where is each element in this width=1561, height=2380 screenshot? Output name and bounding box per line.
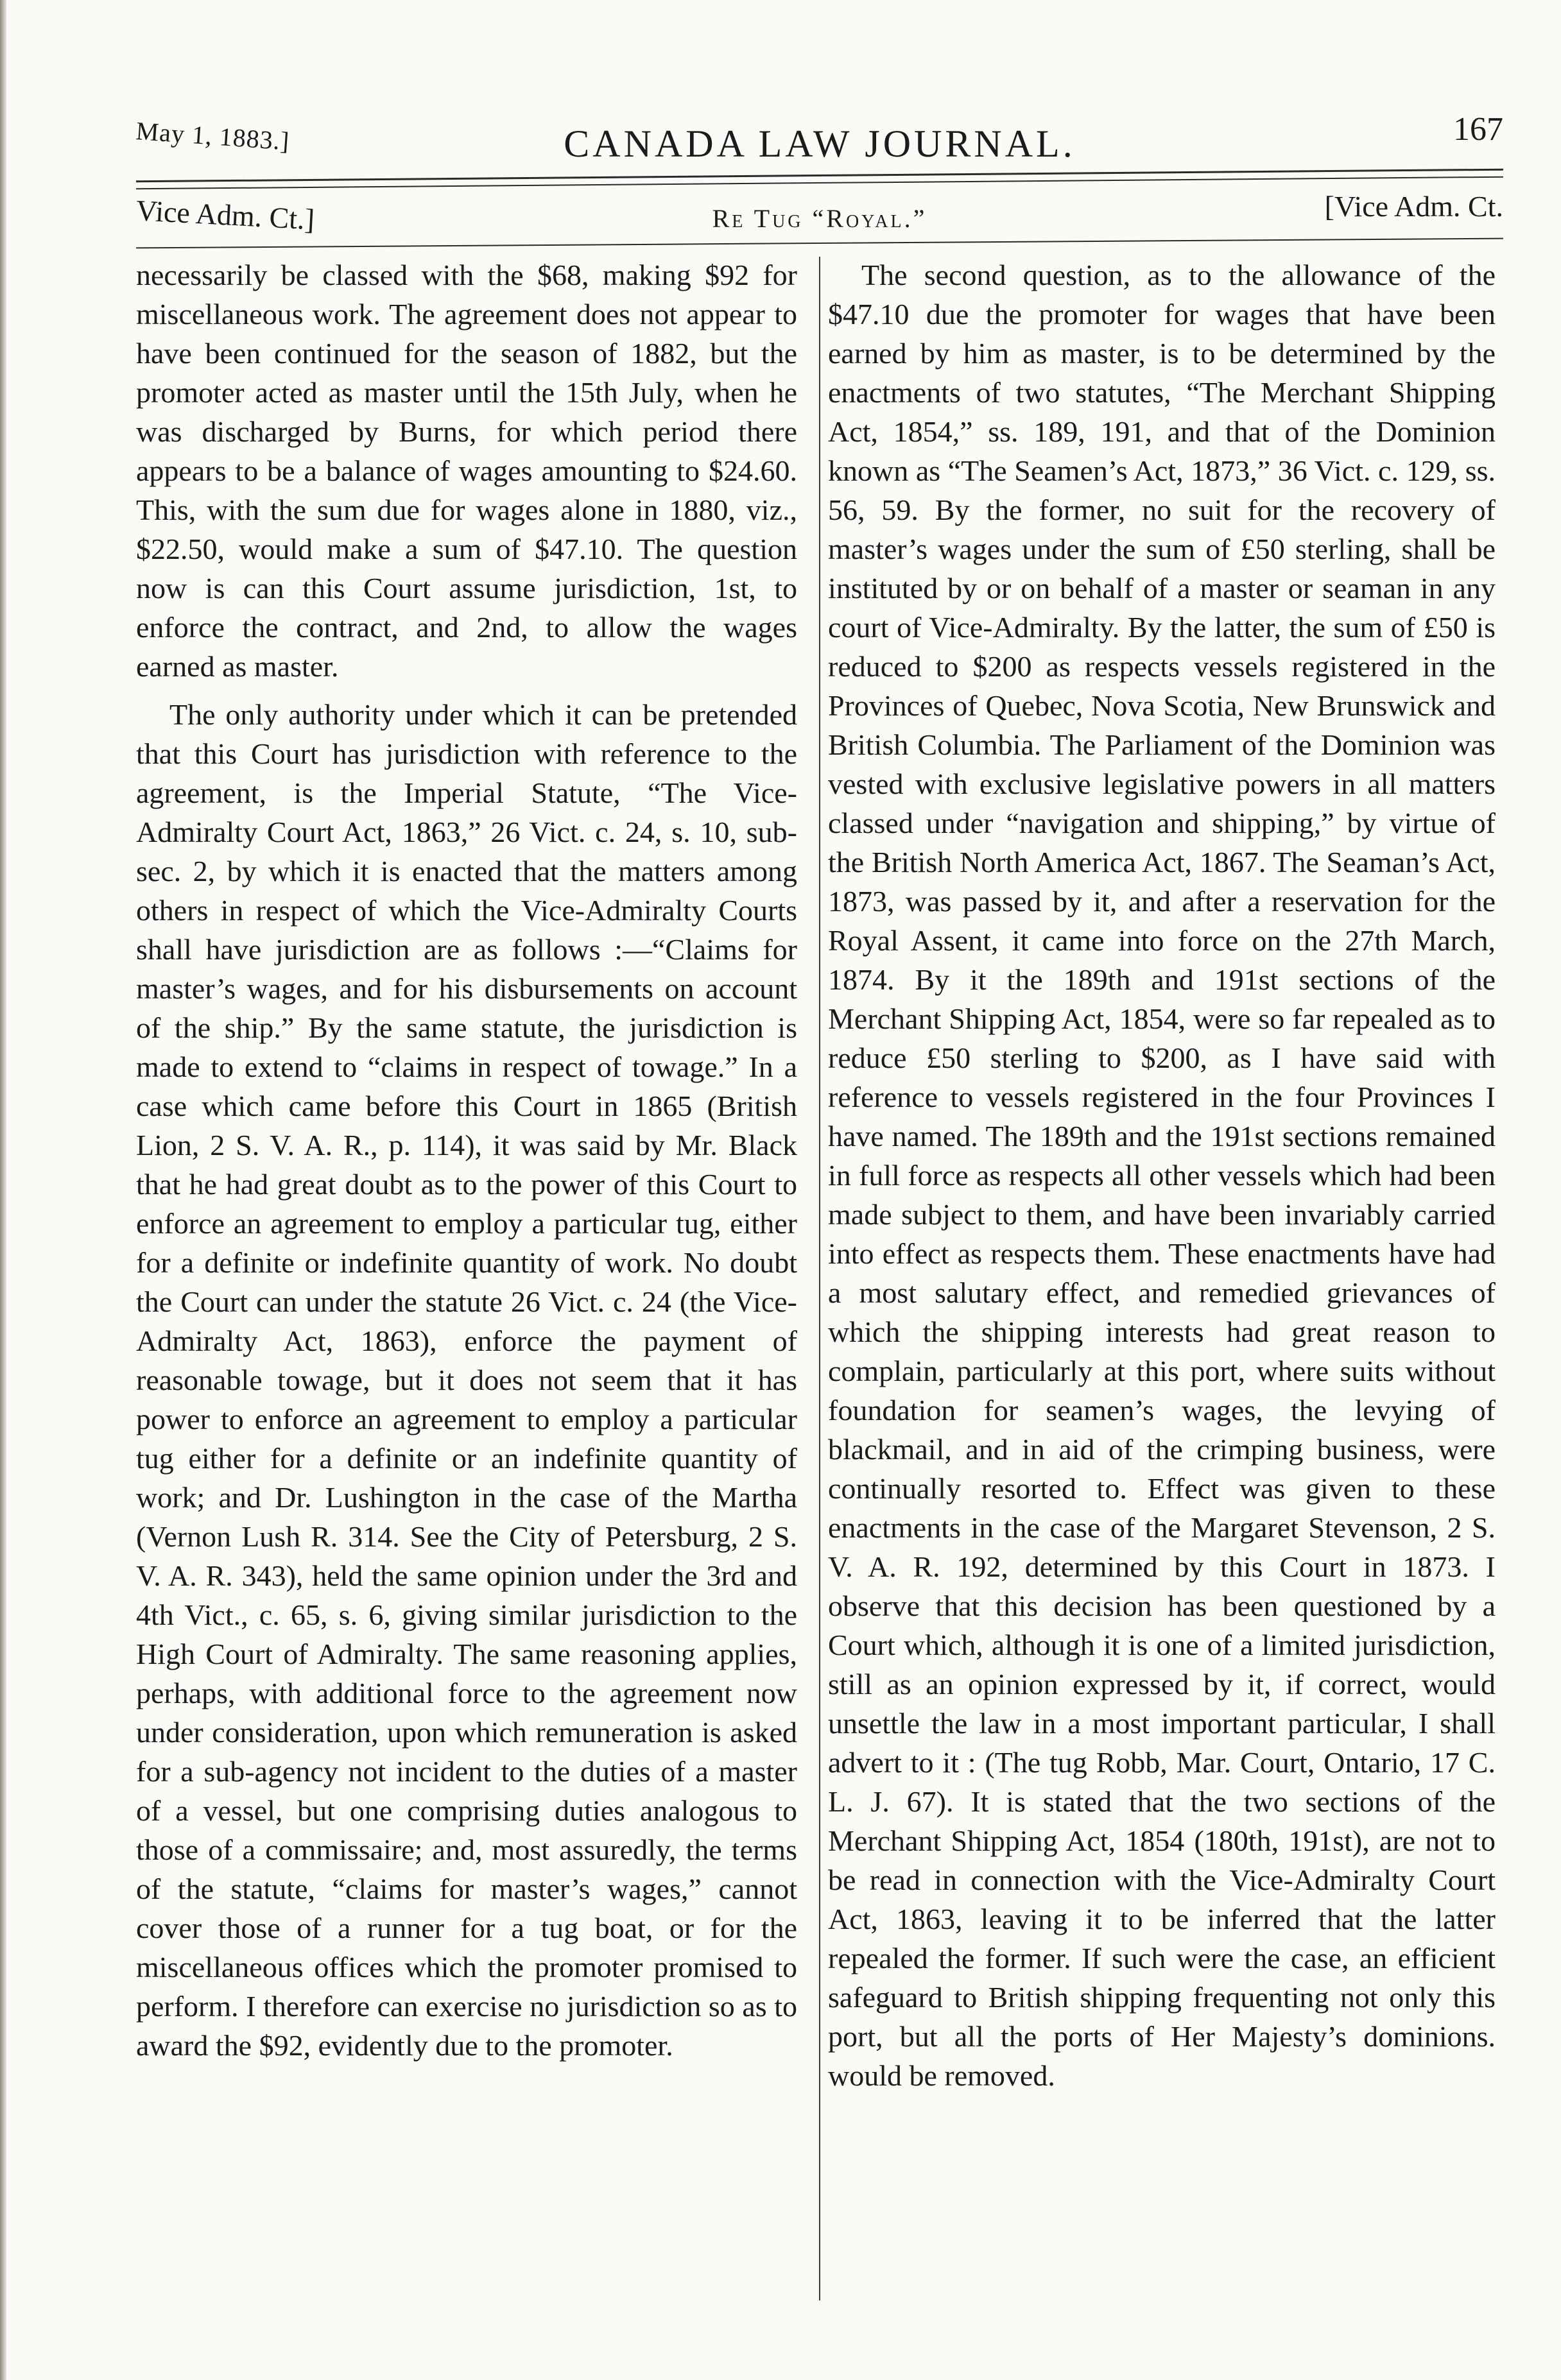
paragraph: necessarily be classed with the $68, making $92 for miscellaneous work. The agreement does not appear to have been continued for the season of 1882, but the promoter acted as master until the 15th July, when he was discharged by Burns, for which period there appears to be a balance of wages amounting to $24.60. This, with the sum due for wages alone in 1880, viz., $22.50, would make a sum of $47.10. The question now is can this Court assume jurisdiction, 1st, to enforce the contract, and 2nd, to allow the wages earned as master.	[136, 259, 797, 683]
case-title: Re Tug “Royal.”	[712, 204, 927, 233]
issue-date: May 1, 1883.]	[135, 116, 291, 156]
left-column	[136, 255, 797, 2309]
right-column	[828, 255, 1496, 2309]
journal-title: CANADA LAW JOURNAL.	[564, 123, 1076, 165]
running-head	[136, 103, 1503, 173]
court-label-left: Vice Adm. Ct.]	[135, 194, 316, 236]
paragraph: The only authority under which it can be pretended that this Court has jurisdiction with reference to the agreement, is the Imperial Statute, “The Vice-Admiralty Court Act, 1863,” 26 Vict. c. 24, s. 10, sub-sec. 2, by which it is enacted that the matters among others in respect of which the Vice-Admiralty Courts shall have jurisdiction are as follows :—“Claims for master’s wages, and for his disbursements on account of the ship.” By the same statute, the jurisdiction is made to extend to “claims in respect of towage.” In a case which came before this Court in 1865 (British Lion, 2 S. V. A. R., p. 114), it was said by Mr. Black that he had great doubt as to the power of this Court to enforce an agreement to employ a particular tug, either for a definite or indefinite quantity of work. No doubt the Court can under the statute 26 Vict. c. 24 (the Vice-Admiralty Act, 1863), enforce the payment of reasonable towage, but it does not seem that it has power to enforce an agreement to employ a particular tug either for a definite or an indefinite quantity of work; and Dr. Lushington in the case of the Martha (Vernon Lush R. 314. See the City of Petersburg, 2 S. V. A. R. 343), held the same opinion under the 3rd and 4th Vict., c. 65, s. 6, giving similar jurisdiction to the High Court of Admiralty. The same reasoning applies, perhaps, with additional force to the agreement now under consideration, upon which remuneration is asked for a sub-agency not incident to the duties of a master of a vessel, but one comprising duties analogous to those of a commissaire; and, most assuredly, the terms of the statute, “claims for master’s wages,” cannot cover those of a runner for a tug boat, or for the miscellaneous offices which the promoter promised to perform. I therefore can exercise no jurisdiction so as to award the $92, evidently due to the promoter.	[136, 698, 797, 2062]
page-edge	[0, 0, 6, 2380]
court-label-right: [Vice Adm. Ct.	[1324, 190, 1503, 223]
paragraph: The second question, as to the allowance of the $47.10 due the promoter for wages that have been earned by him as master, is to be determined by the enactments of two statutes, “The Merchant Shipping Act, 1854,” ss. 189, 191, and that of the Dominion known as “The Seamen’s Act, 1873,” 36 Vict. c. 129, ss. 56, 59. By the former, no suit for the recovery of master’s wages under the sum of £50 sterling, shall be instituted by or on behalf of a master or seaman in any court of Vice-Admiralty. By the latter, the sum of £50 is reduced to $200 as respects vessels registered in the Provinces of Quebec, Nova Scotia, New Brunswick and British Columbia. The Parliament of the Dominion was vested with exclusive legislative powers in all matters classed under “navigation and shipping,” by virtue of the British North America Act, 1867. The Seaman’s Act, 1873, was passed by it, and after a reservation for the Royal Assent, it came into force on the 27th March, 1874. By it the 189th and 191st sections of the Merchant Shipping Act, 1854, were so far repealed as to reduce £50 sterling to $200, as I have said with reference to vessels registered in the four Provinces I have named. The 189th and the 191st sections remained in full force as respects all other vessels which had been made subject to them, and have been invariably carried into effect as respects them. These enactments have had a most salutary effect, and remedied grievances of which the shipping interests had great reason to complain, particularly at this port, where suits without foundation for seamen’s wages, the levying of blackmail, and in aid of the crimping business, were continually resorted to. Effect was given to these enactments in the case of the Margaret Stevenson, 2 S. V. A. R. 192, determined by this Court in 1873. I observe that this decision has been questioned by a Court which, although it is one of a limited jurisdiction, still as an opinion expressed by it, if correct, would unsettle the law in a most important particular, I shall advert to it : (The tug Robb, Mar. Court, Ontario, 17 C. L. J. 67). It is stated that the two sections of the Merchant Shipping Act, 1854 (180th, 191st), are not to be read in connection with the Vice-Admiralty Court Act, 1863, leaving it to be inferred that the latter repealed the former. If such were the case, an efficient safeguard to British shipping frequenting not only this port, but all the ports of Her Majesty’s dominions. would be removed.	[828, 259, 1496, 2092]
case-subhead	[136, 189, 1503, 241]
page-number: 167	[1453, 111, 1503, 148]
column-divider	[819, 257, 820, 2300]
